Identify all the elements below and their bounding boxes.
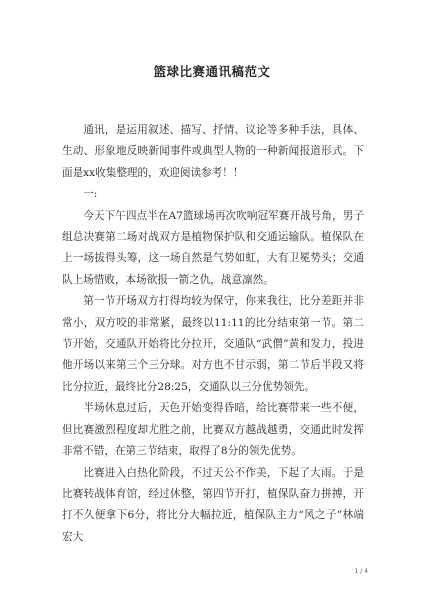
- body-paragraph-2: 第一节开场双方打得均较为保守，你来我往，比分差距并非常小，双方咬的非常紧，最终以11:11的比分结束第一节。第二节开始，交通队开始将比分拉开，交通队“武僧”黄和发力，投进他开场以来第三个三分球。对方也不甘示弱，第二节后半段又将比分拉近，最终比分28:25，交通队以三分优势领先。: [62, 295, 364, 393]
- body-paragraph-3: 半场休息过后，天色开始变得昏暗，给比赛带来一些不便，但比赛激烈程度却尤胜之前，比赛双方越战越勇，交通此时发挥非常不错，在第三节结束，取得了8分的领先优势。: [62, 402, 364, 458]
- intro-paragraph: 通讯，是运用叙述、描写、抒情、议论等多种手法，具体、生动、形象地反映新闻事件或典型人物的一种新闻报道形式。下面是xx收集整理的，欢迎阅读参考！！: [62, 124, 364, 179]
- document-title: 篮球比赛通讯稿范文: [153, 64, 271, 79]
- document-body: [62, 120, 364, 548]
- section-label: 一:: [83, 188, 98, 201]
- body-paragraph-4: 比赛进入白热化阶段，不过天公不作美，下起了大雨。于是比赛转战体育馆，经过休整，第四节开打，植保队奋力拼搏，开打不久便拿下6分，将比分大幅拉近，植保队主力“风之子”林端宏大: [62, 466, 364, 543]
- page-number: 1 / 4: [354, 568, 368, 575]
- body-paragraph-1: 今天下午四点半在A7篮球场再次吹响冠军赛开战号角，男子组总决赛第二场对战双方是植物保护队和交通运输队。植保队在上一场拔得头筹，这一场自然是气势如虹，大有卫冕势头；交通队上场惜败，本场欲报一箭之仇，战意凛然。: [62, 209, 364, 286]
